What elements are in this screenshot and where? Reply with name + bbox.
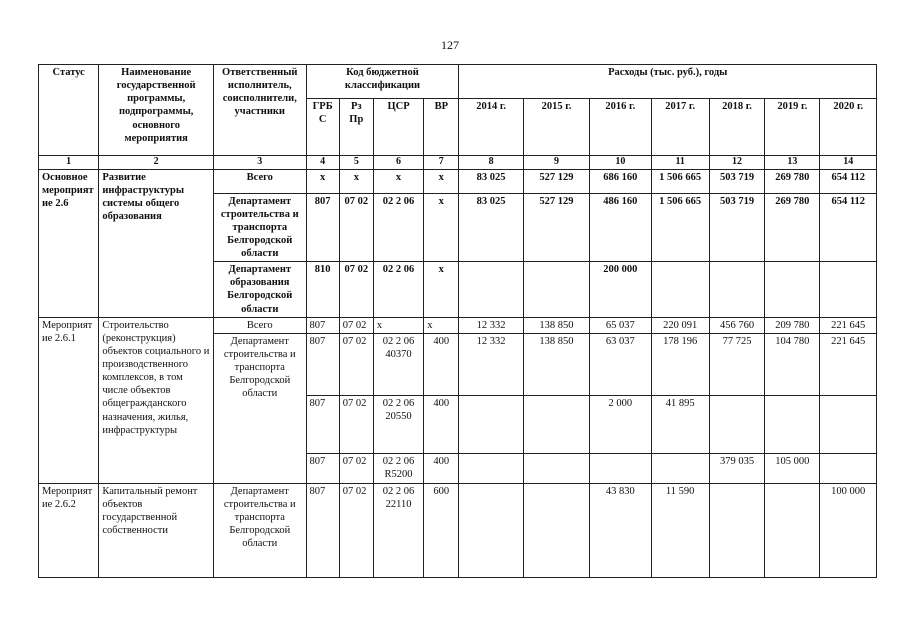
value-cell: 527 129 [523, 169, 589, 193]
value-cell [765, 395, 820, 453]
grbs-cell: 807 [306, 483, 339, 577]
value-cell: 221 645 [820, 333, 877, 395]
value-cell [459, 262, 523, 318]
header-year: 2014 г. [459, 99, 523, 156]
table-row [39, 483, 877, 577]
vr-cell: 600 [424, 483, 459, 577]
column-number: 4 [306, 156, 339, 170]
column-number: 9 [523, 156, 589, 170]
value-cell: 138 850 [523, 317, 589, 333]
value-cell: 503 719 [709, 193, 764, 262]
value-cell: 2 000 [590, 395, 651, 453]
value-cell: 686 160 [590, 169, 651, 193]
value-cell: 83 025 [459, 169, 523, 193]
rzpr-cell: 07 02 [339, 395, 373, 453]
status-cell: Мероприятие 2.6.1 [39, 317, 99, 483]
column-number: 6 [373, 156, 423, 170]
budget-table [38, 64, 877, 578]
value-cell: 1 506 665 [651, 193, 709, 262]
value-cell [820, 262, 877, 318]
rzpr-cell: х [339, 169, 373, 193]
value-cell [651, 262, 709, 318]
value-cell: 456 760 [709, 317, 764, 333]
status-cell: Основное мероприятие 2.6 [39, 169, 99, 317]
csr-cell: 02 2 06 22110 [373, 483, 423, 577]
executor-cell: Департамент строительства и транспорта Белгородской области [214, 333, 307, 483]
value-cell [709, 483, 764, 577]
value-cell: 1 506 665 [651, 169, 709, 193]
value-cell: 65 037 [590, 317, 651, 333]
value-cell: 503 719 [709, 169, 764, 193]
csr-cell: 02 2 06 [373, 262, 423, 318]
value-cell [523, 395, 589, 453]
value-cell: 209 780 [765, 317, 820, 333]
executor-cell: Департамент образования Белгородской области [214, 262, 307, 318]
value-cell [523, 262, 589, 318]
vr-cell: 400 [424, 395, 459, 453]
executor-cell: Департамент строительства и транспорта Белгородской области [214, 193, 307, 262]
rzpr-cell: 07 02 [339, 453, 373, 483]
value-cell: 100 000 [820, 483, 877, 577]
value-cell: 41 895 [651, 395, 709, 453]
value-cell [709, 395, 764, 453]
value-cell: 104 780 [765, 333, 820, 395]
program-name-cell: Строительство (реконструкция) объектов социального и производственного комплексов, в том числе объектов общегражданского назначения, жилья, инфраструктуры [99, 317, 214, 483]
grbs-cell: 807 [306, 193, 339, 262]
value-cell: 11 590 [651, 483, 709, 577]
vr-cell: 400 [424, 333, 459, 395]
value-cell [765, 483, 820, 577]
header-vr: ВР [424, 99, 459, 156]
value-cell [709, 262, 764, 318]
value-cell: 654 112 [820, 169, 877, 193]
column-number: 7 [424, 156, 459, 170]
value-cell [523, 453, 589, 483]
executor-cell: Всего [214, 317, 307, 333]
executor-cell: Департамент строительства и транспорта Белгородской области [214, 483, 307, 577]
value-cell [590, 453, 651, 483]
status-cell: Мероприятие 2.6.2 [39, 483, 99, 577]
vr-cell: х [424, 317, 459, 333]
value-cell [765, 262, 820, 318]
value-cell: 220 091 [651, 317, 709, 333]
value-cell: 654 112 [820, 193, 877, 262]
value-cell: 486 160 [590, 193, 651, 262]
value-cell [651, 453, 709, 483]
column-number: 1 [39, 156, 99, 170]
value-cell: 138 850 [523, 333, 589, 395]
header-year: 2017 г. [651, 99, 709, 156]
grbs-cell: 807 [306, 317, 339, 333]
value-cell: 200 000 [590, 262, 651, 318]
value-cell: 43 830 [590, 483, 651, 577]
header-rzpr: Рз Пр [339, 99, 373, 156]
value-cell: 178 196 [651, 333, 709, 395]
csr-cell: 02 2 06 R5200 [373, 453, 423, 483]
rzpr-cell: 07 02 [339, 193, 373, 262]
value-cell: 83 025 [459, 193, 523, 262]
grbs-cell: 810 [306, 262, 339, 318]
program-name-cell: Развитие инфраструктуры системы общего образования [99, 169, 214, 317]
value-cell: 12 332 [459, 333, 523, 395]
grbs-cell: 807 [306, 395, 339, 453]
csr-cell: 02 2 06 40370 [373, 333, 423, 395]
vr-cell: х [424, 193, 459, 262]
header-expenses: Расходы (тыс. руб.), годы [459, 65, 877, 99]
header-budget-code: Код бюджетной классификации [306, 65, 459, 99]
header-row-1 [39, 65, 877, 99]
grbs-cell: 807 [306, 453, 339, 483]
vr-cell: х [424, 169, 459, 193]
csr-cell: 02 2 06 20550 [373, 395, 423, 453]
column-number: 8 [459, 156, 523, 170]
grbs-cell: х [306, 169, 339, 193]
column-number: 3 [214, 156, 307, 170]
table-row [39, 317, 877, 333]
program-name-cell: Капитальный ремонт объектов государственной собственности [99, 483, 214, 577]
vr-cell: 400 [424, 453, 459, 483]
header-year: 2020 г. [820, 99, 877, 156]
vr-cell: х [424, 262, 459, 318]
value-cell [459, 453, 523, 483]
value-cell: 63 037 [590, 333, 651, 395]
rzpr-cell: 07 02 [339, 262, 373, 318]
value-cell: 221 645 [820, 317, 877, 333]
column-number-row [39, 156, 877, 170]
header-year: 2018 г. [709, 99, 764, 156]
value-cell [820, 453, 877, 483]
header-year: 2016 г. [590, 99, 651, 156]
value-cell [459, 483, 523, 577]
column-number: 11 [651, 156, 709, 170]
table-row [39, 169, 877, 193]
header-grbs: ГРБ С [306, 99, 339, 156]
executor-cell: Всего [214, 169, 307, 193]
value-cell: 527 129 [523, 193, 589, 262]
column-number: 2 [99, 156, 214, 170]
column-number: 12 [709, 156, 764, 170]
value-cell: 269 780 [765, 193, 820, 262]
value-cell [523, 483, 589, 577]
rzpr-cell: 07 02 [339, 333, 373, 395]
column-number: 14 [820, 156, 877, 170]
value-cell: 269 780 [765, 169, 820, 193]
header-name: Наименование государственной программы, подпрограммы, основного мероприятия [99, 65, 214, 156]
value-cell: 77 725 [709, 333, 764, 395]
rzpr-cell: 07 02 [339, 483, 373, 577]
column-number: 13 [765, 156, 820, 170]
grbs-cell: 807 [306, 333, 339, 395]
value-cell: 379 035 [709, 453, 764, 483]
header-year: 2019 г. [765, 99, 820, 156]
header-executor: Ответственный исполнитель, соисполнители, участники [214, 65, 307, 156]
csr-cell: 02 2 06 [373, 193, 423, 262]
value-cell: 12 332 [459, 317, 523, 333]
column-number: 10 [590, 156, 651, 170]
header-status: Статус [39, 65, 99, 156]
csr-cell: х [373, 169, 423, 193]
column-number: 5 [339, 156, 373, 170]
value-cell: 105 000 [765, 453, 820, 483]
value-cell [820, 395, 877, 453]
rzpr-cell: 07 02 [339, 317, 373, 333]
header-year: 2015 г. [523, 99, 589, 156]
value-cell [459, 395, 523, 453]
page-number: 127 [441, 38, 459, 52]
csr-cell: х [373, 317, 423, 333]
header-csr: ЦСР [373, 99, 423, 156]
